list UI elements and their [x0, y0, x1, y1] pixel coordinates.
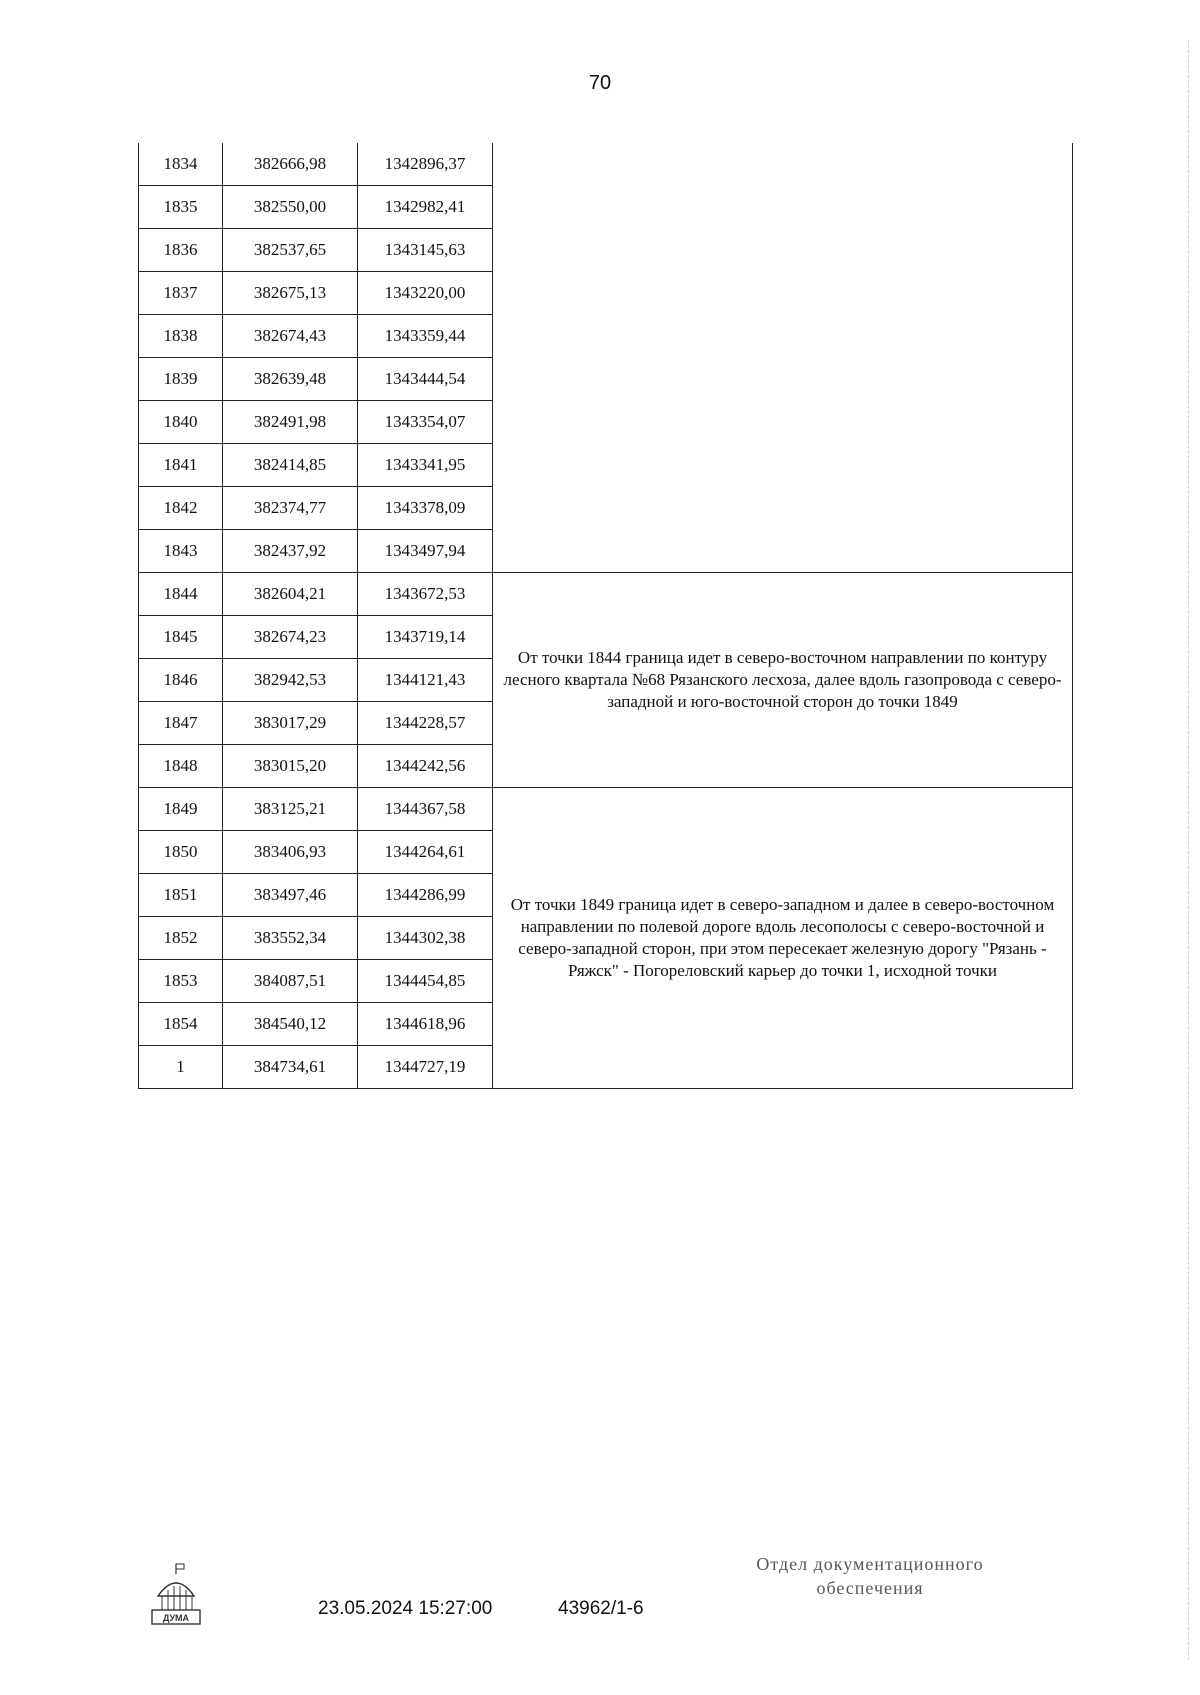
point-number-cell: 1836 — [139, 229, 223, 272]
x-coordinate-cell: 382374,77 — [223, 487, 358, 530]
table-row — [139, 573, 1073, 616]
y-coordinate-cell: 1344618,96 — [358, 1003, 493, 1046]
stamp-line-1: Отдел документационного — [756, 1554, 984, 1574]
point-number-cell: 1838 — [139, 315, 223, 358]
point-number-cell: 1837 — [139, 272, 223, 315]
point-number-cell: 1848 — [139, 745, 223, 788]
x-coordinate-cell: 382437,92 — [223, 530, 358, 573]
description-cell-previous — [493, 143, 1073, 573]
x-coordinate-cell: 383017,29 — [223, 702, 358, 745]
y-coordinate-cell: 1343359,44 — [358, 315, 493, 358]
y-coordinate-cell: 1343672,53 — [358, 573, 493, 616]
x-coordinate-cell: 382414,85 — [223, 444, 358, 487]
point-number-cell: 1853 — [139, 960, 223, 1003]
y-coordinate-cell: 1344242,56 — [358, 745, 493, 788]
y-coordinate-cell: 1343220,00 — [358, 272, 493, 315]
page-number: 70 — [588, 72, 612, 94]
point-number-cell: 1846 — [139, 659, 223, 702]
x-coordinate-cell: 382604,21 — [223, 573, 358, 616]
point-number-cell: 1842 — [139, 487, 223, 530]
x-coordinate-cell: 382674,23 — [223, 616, 358, 659]
table-row — [139, 788, 1073, 831]
point-number-cell: 1843 — [139, 530, 223, 573]
description-segment-1844-1849: От точки 1844 граница идет в северо-восточном направлении по контуру лесного квартала №68 Рязанского лесхоза, далее вдоль газопровода с северо-западной и юго-восточной сторон до точки 1849 — [493, 573, 1073, 788]
point-number-cell: 1850 — [139, 831, 223, 874]
point-number-cell: 1844 — [139, 573, 223, 616]
footer-datetime: 23.05.2024 15:27:00 — [318, 1598, 493, 1619]
point-number-cell: 1840 — [139, 401, 223, 444]
y-coordinate-cell: 1344367,58 — [358, 788, 493, 831]
duma-building-logo-icon — [148, 1562, 204, 1628]
point-number-cell: 1851 — [139, 874, 223, 917]
x-coordinate-cell: 383497,46 — [223, 874, 358, 917]
point-number-cell: 1847 — [139, 702, 223, 745]
y-coordinate-cell: 1342982,41 — [358, 186, 493, 229]
coordinates-table — [138, 143, 1073, 1089]
x-coordinate-cell: 382675,13 — [223, 272, 358, 315]
point-number-cell: 1845 — [139, 616, 223, 659]
y-coordinate-cell: 1344286,99 — [358, 874, 493, 917]
x-coordinate-cell: 382491,98 — [223, 401, 358, 444]
table-row — [139, 143, 1073, 186]
logo-text: ДУМА — [162, 1613, 190, 1623]
x-coordinate-cell: 382666,98 — [223, 143, 358, 186]
x-coordinate-cell: 382942,53 — [223, 659, 358, 702]
y-coordinate-cell: 1344727,19 — [358, 1046, 493, 1089]
y-coordinate-cell: 1344302,38 — [358, 917, 493, 960]
x-coordinate-cell: 383406,93 — [223, 831, 358, 874]
y-coordinate-cell: 1344264,61 — [358, 831, 493, 874]
point-number-cell: 1841 — [139, 444, 223, 487]
point-number-cell: 1834 — [139, 143, 223, 186]
description-segment-1849-1: От точки 1849 граница идет в северо-западном и далее в северо-восточном направлении по полевой дороге вдоль лесополосы с северо-восточной и северо-западной сторон, при этом пересекает железную дорогу "Рязань - Ряжск" - Погореловский карьер до точки 1, исходной точки — [493, 788, 1073, 1089]
y-coordinate-cell: 1343444,54 — [358, 358, 493, 401]
y-coordinate-cell: 1343497,94 — [358, 530, 493, 573]
x-coordinate-cell: 382639,48 — [223, 358, 358, 401]
x-coordinate-cell: 382674,43 — [223, 315, 358, 358]
scan-edge-line — [1188, 40, 1189, 1660]
x-coordinate-cell: 382550,00 — [223, 186, 358, 229]
y-coordinate-cell: 1344454,85 — [358, 960, 493, 1003]
x-coordinate-cell: 383552,34 — [223, 917, 358, 960]
y-coordinate-cell: 1343719,14 — [358, 616, 493, 659]
y-coordinate-cell: 1343341,95 — [358, 444, 493, 487]
x-coordinate-cell: 383015,20 — [223, 745, 358, 788]
y-coordinate-cell: 1343378,09 — [358, 487, 493, 530]
x-coordinate-cell: 384734,61 — [223, 1046, 358, 1089]
point-number-cell: 1835 — [139, 186, 223, 229]
y-coordinate-cell: 1344228,57 — [358, 702, 493, 745]
x-coordinate-cell: 382537,65 — [223, 229, 358, 272]
stamp-line-2: обеспечения — [816, 1578, 924, 1598]
x-coordinate-cell: 384540,12 — [223, 1003, 358, 1046]
x-coordinate-cell: 383125,21 — [223, 788, 358, 831]
point-number-cell: 1854 — [139, 1003, 223, 1046]
y-coordinate-cell: 1343145,63 — [358, 229, 493, 272]
point-number-cell: 1 — [139, 1046, 223, 1089]
point-number-cell: 1852 — [139, 917, 223, 960]
x-coordinate-cell: 384087,51 — [223, 960, 358, 1003]
y-coordinate-cell: 1343354,07 — [358, 401, 493, 444]
point-number-cell: 1839 — [139, 358, 223, 401]
department-stamp — [700, 1552, 1040, 1600]
point-number-cell: 1849 — [139, 788, 223, 831]
y-coordinate-cell: 1344121,43 — [358, 659, 493, 702]
footer-document-number: 43962/1-6 — [558, 1598, 644, 1619]
y-coordinate-cell: 1342896,37 — [358, 143, 493, 186]
